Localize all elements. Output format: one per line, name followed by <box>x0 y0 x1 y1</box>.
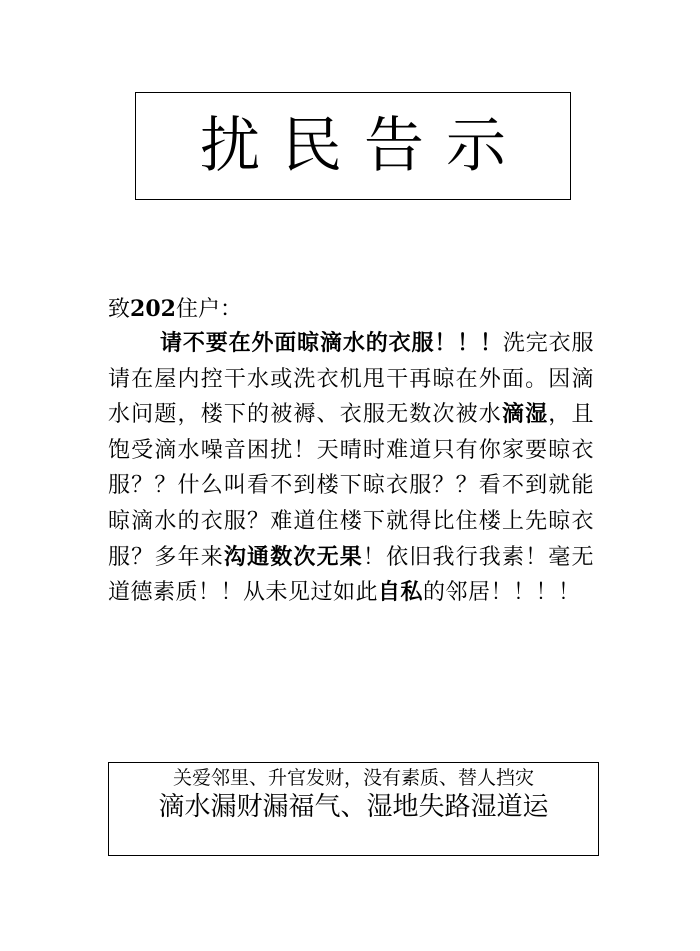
footer-slogan-2: 滴水漏财漏福气、湿地失路湿道运 <box>158 792 549 822</box>
body-bold-no-result: 沟通数次无果 <box>223 544 363 570</box>
salutation-suffix: 住户： <box>175 297 242 322</box>
footer-box <box>108 762 599 856</box>
body-text-2: ，且饱受滴水噪音困扰！天晴时难道只有你家要晾衣服？？什么叫看不到楼下晾衣服？？看不到就能晾滴水的衣服？难道住楼下就得比住楼上先晾衣服？多年来 <box>108 402 594 570</box>
body-text-4: 的邻居！！！！ <box>423 580 581 606</box>
unit-number: 202 <box>130 296 176 322</box>
salutation <box>108 292 242 327</box>
title-box <box>135 92 571 200</box>
footer-slogan-1: 关爱邻里、升官发财，没有素质、替人挡灾 <box>172 767 534 789</box>
salutation-prefix: 致 <box>108 297 131 322</box>
body-bold-wet: 滴湿 <box>501 402 549 428</box>
body-text-1: 洗完衣服请在屋内控干水或洗衣机甩干再晾在外面。因滴水问题，楼下的被褥、衣服无数次被水 <box>108 331 594 428</box>
body-bold-selfish: 自私 <box>378 580 424 606</box>
notice-title: 扰民告示 <box>200 111 528 181</box>
body-text-3: ！依旧我行我素！毫无道德素质！！从未见过如此 <box>108 544 594 606</box>
notice-body <box>108 326 594 611</box>
body-bold-warning: 请不要在外面晾滴水的衣服！！！ <box>160 331 503 356</box>
